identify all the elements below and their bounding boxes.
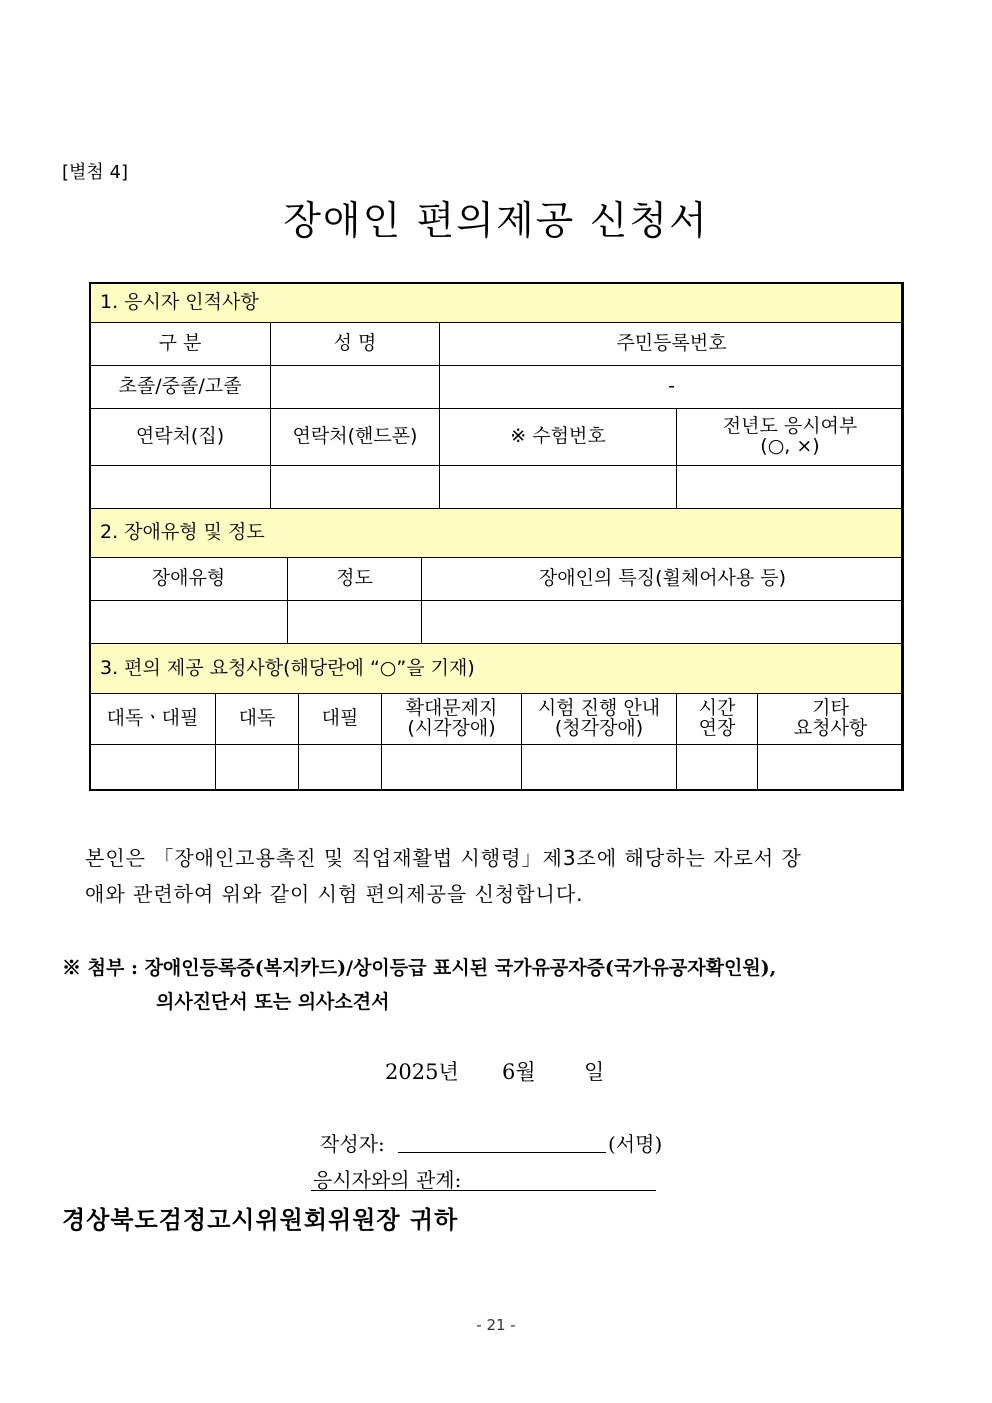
col-guide	[522, 694, 677, 745]
col-read: 대독	[216, 694, 299, 745]
author-signature-line[interactable]	[398, 1152, 606, 1153]
guide-field[interactable]	[522, 745, 677, 791]
disability-degree-field[interactable]	[288, 601, 422, 644]
category-value: 초졸/중졸/고졸	[90, 366, 271, 409]
col-resident-number: 주민등록번호	[440, 323, 904, 366]
disability-characteristics-field[interactable]	[422, 601, 904, 644]
col-exam-number: ※ 수험번호	[440, 409, 677, 466]
date-year: 2025년	[385, 1060, 459, 1084]
exam-number-field[interactable]	[440, 466, 677, 509]
read-field[interactable]	[216, 745, 299, 791]
col-other-line1: 기타	[812, 697, 849, 720]
col-enlarged	[382, 694, 522, 745]
time-field[interactable]	[677, 745, 758, 791]
disability-type-field[interactable]	[90, 601, 288, 644]
attachment-note-line2: 의사진단서 또는 의사소견서	[156, 991, 390, 1013]
col-enlarged-line2: (시각장애)	[407, 717, 496, 739]
col-disability-type: 장애유형	[90, 558, 288, 601]
col-time	[677, 694, 758, 745]
statement-line2: 애와 관련하여 위와 같이 시험 편의제공을 신청합니다.	[85, 882, 584, 906]
attachment-note-line1: ※ 첨부 : 장애인등록증(복지카드)/상이등급 표시된 국가유공자증(국가유공자확인원),	[62, 957, 777, 979]
col-write: 대필	[299, 694, 382, 745]
write-field[interactable]	[299, 745, 382, 791]
home-phone-field[interactable]	[90, 466, 271, 509]
col-prev-year-line2: (○, ×)	[760, 435, 820, 457]
col-category: 구 분	[90, 323, 271, 366]
statement-line1: 본인은 「장애인고용촉진 및 직업재활법 시행령」제3조에 해당하는 자로서 장	[85, 846, 802, 870]
resident-number-field[interactable]: -	[440, 366, 904, 409]
col-time-line2: 연장	[698, 717, 736, 739]
page-title: 장애인 편의제공 신청서	[283, 199, 709, 244]
col-prev-year	[677, 409, 904, 466]
section3-heading: 3. 편의 제공 요청사항(해당란에 “○”을 기재)	[90, 644, 904, 694]
addressee: 경상북도검정고시위원회위원장 귀하	[62, 1205, 459, 1234]
section1-table	[89, 282, 904, 509]
col-guide-line2: (청각장애)	[554, 717, 644, 739]
col-other-line2: 요청사항	[793, 717, 868, 739]
attachment-label: [별첨 4]	[62, 162, 128, 183]
date-month: 6월	[502, 1060, 536, 1084]
col-time-line1: 시간	[698, 697, 736, 720]
col-name: 성 명	[271, 323, 440, 366]
read-write-field[interactable]	[90, 745, 216, 791]
relation-label: 응시자와의 관계:	[313, 1168, 462, 1192]
date-day: 일	[584, 1060, 605, 1084]
other-field[interactable]	[758, 745, 904, 791]
col-home-phone: 연락처(집)	[90, 409, 271, 466]
col-prev-year-line1: 전년도 응시여부	[722, 415, 858, 438]
statement	[85, 840, 935, 912]
name-field[interactable]	[271, 366, 440, 409]
col-other	[758, 694, 904, 745]
col-read-write: 대독ㆍ대필	[90, 694, 216, 745]
author-label: 작성자:	[320, 1132, 385, 1156]
col-disability-characteristics: 장애인의 특징(휠체어사용 등)	[422, 558, 904, 601]
section2-table	[89, 508, 904, 644]
col-disability-degree: 정도	[288, 558, 422, 601]
section1-heading: 1. 응시자 인적사항	[90, 283, 904, 323]
section2-heading: 2. 장애유형 및 정도	[90, 509, 904, 558]
relation-line[interactable]	[311, 1190, 656, 1191]
page-number: - 21 -	[476, 1316, 516, 1334]
col-guide-line1: 시험 진행 안내	[537, 697, 661, 720]
col-enlarged-line1: 확대문제지	[405, 697, 498, 720]
prev-year-field[interactable]	[677, 466, 904, 509]
mobile-phone-field[interactable]	[271, 466, 440, 509]
section3-table	[89, 643, 904, 791]
enlarged-field[interactable]	[382, 745, 522, 791]
col-mobile-phone: 연락처(핸드폰)	[271, 409, 440, 466]
sign-label: (서명)	[608, 1132, 663, 1156]
